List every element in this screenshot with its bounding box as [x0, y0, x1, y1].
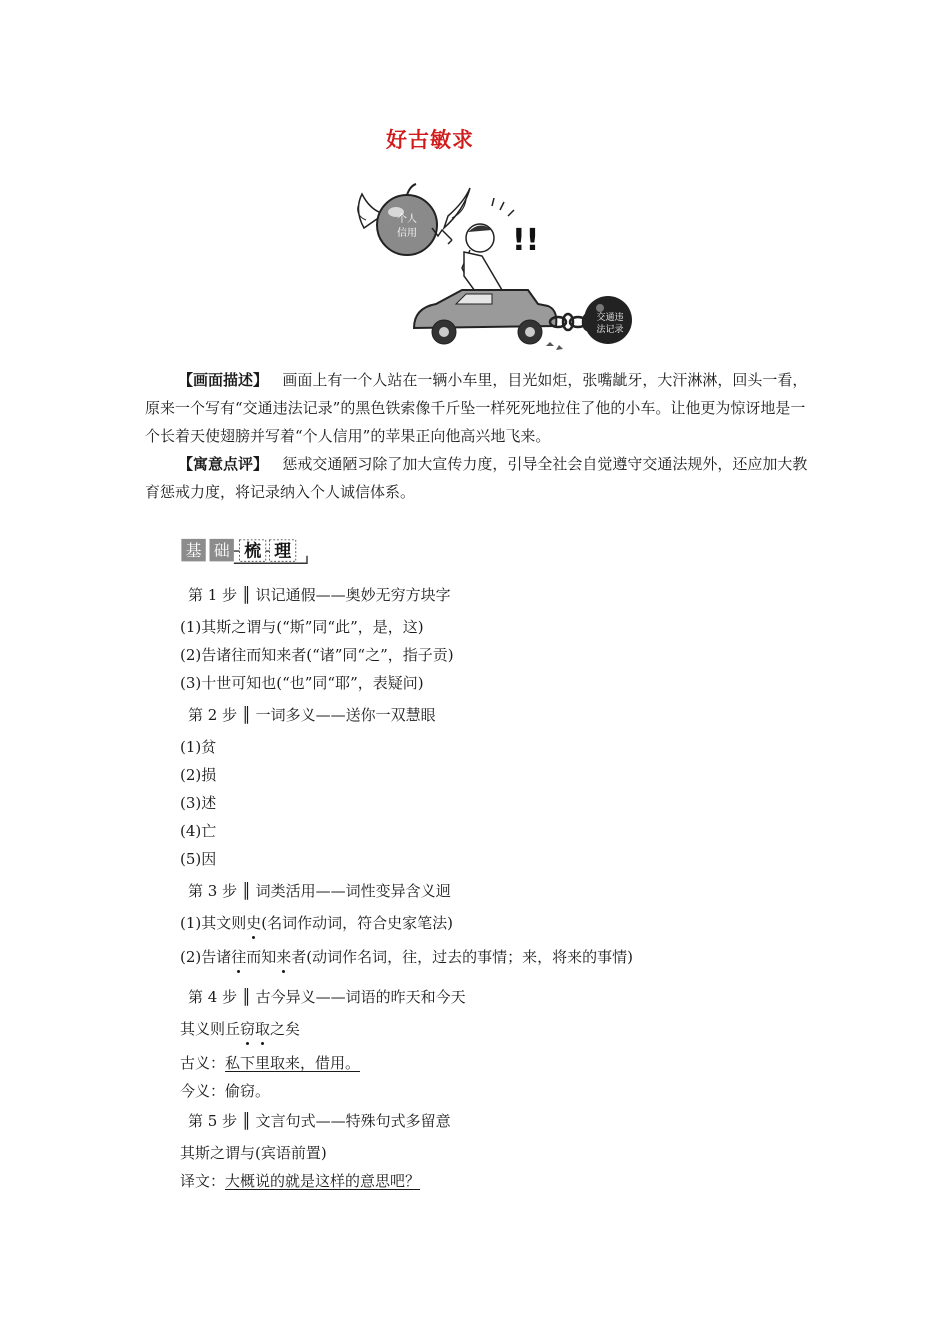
- step-2-heading: 第 2 步 ║ 一词多义——送你一双慧眼: [188, 706, 436, 724]
- step-4-jin-yi: 今义：偷窃。: [180, 1082, 271, 1100]
- iron-ball-icon: [584, 296, 632, 344]
- emphasis-dot-char: 取: [255, 1020, 271, 1038]
- section-header-jichu-shuli: [177, 537, 317, 567]
- svg-text:法记录: 法记录: [596, 325, 624, 335]
- jin-yi-answer: 偷窃。: [225, 1082, 271, 1100]
- car-figure: [414, 290, 556, 344]
- person-figure: [432, 198, 539, 298]
- svg-text:!!: !!: [512, 223, 540, 258]
- step-4-gu-yi: 古义：私下里取来，借用。: [180, 1054, 361, 1072]
- translation-answer: 大概说的就是这样的意思吧？: [225, 1172, 421, 1190]
- step-1-item-1: (1)其斯之谓与(“斯”同“此”，是，这): [180, 618, 424, 636]
- svg-text:梳: 梳: [244, 540, 262, 561]
- cartoon-illustration: [352, 180, 632, 360]
- step-3-heading: 第 3 步 ║ 词类活用——词性变异含义迥: [188, 882, 451, 900]
- step-2-item-2: (2)损: [180, 766, 217, 784]
- page-title: 好古敏求: [386, 127, 474, 152]
- step-5-translation: 译文：大概说的就是这样的意思吧？: [180, 1172, 421, 1190]
- description-tag: 【画面描述】: [178, 371, 269, 389]
- comment-paragraph: [145, 450, 813, 506]
- svg-text:个人: 个人: [397, 214, 417, 225]
- description-text: 画面上有一个人站在一辆小车里，目光如炬，张嘴龇牙，大汗淋淋，回头一看，原来一个写有“交通违法记录”的黑色铁索像千斤坠一样死死地拉住了他的小车。让他更为惊讶地是一个长着天使翅膀并写着“个人信用”的苹果正向他高兴地飞来。: [145, 371, 808, 445]
- svg-text:基: 基: [185, 540, 202, 560]
- step-2-item-3: (3)述: [180, 794, 217, 812]
- svg-text:础: 础: [213, 540, 230, 560]
- step-4-heading: 第 4 步 ║ 古今异义——词语的昨天和今天: [188, 988, 466, 1006]
- step-3-item-1: (1)其文则史(名词作动词，符合史家笔法): [180, 914, 453, 932]
- step-1-item-3: (3)十世可知也(“也”同“耶”，表疑问): [180, 674, 424, 692]
- description-paragraph: [145, 366, 813, 450]
- svg-text:信用: 信用: [397, 228, 417, 239]
- emphasis-dot-char: 史: [246, 914, 262, 932]
- step-1-heading: 第 1 步 ║ 识记通假——奥妙无穷方块字: [188, 586, 451, 604]
- step-5-heading: 第 5 步 ║ 文言句式——特殊句式多留意: [188, 1112, 451, 1130]
- emphasis-dot-char: 窃: [240, 1020, 256, 1038]
- comment-text: 惩戒交通陋习除了加大宣传力度，引导全社会自觉遵守交通法规外，还应加大教育惩戒力度，将记录纳入个人诚信体系。: [145, 455, 808, 501]
- comment-tag: 【寓意点评】: [178, 455, 269, 473]
- step-2-item-5: (5)因: [180, 850, 217, 868]
- step-2-item-4: (4)亡: [180, 822, 217, 840]
- gu-yi-answer: 私下里取来，借用。: [225, 1054, 361, 1072]
- svg-text:交通违: 交通违: [596, 313, 624, 323]
- winged-apple-icon: [358, 184, 470, 255]
- emphasis-dot-char: 往: [231, 948, 247, 966]
- step-3-item-2: (2)告诸往而知来者(动词作名词，往，过去的事情；来，将来的事情): [180, 948, 634, 966]
- svg-text:理: 理: [274, 540, 292, 561]
- emphasis-dot-char: 来: [276, 948, 292, 966]
- step-1-item-2: (2)告诸往而知来者(“诸”同“之”，指子贡): [180, 646, 454, 664]
- step-2-item-1: (1)贫: [180, 738, 217, 756]
- step-4-sentence: 其义则丘窃取之矣: [180, 1020, 301, 1038]
- step-5-sentence: 其斯之谓与(宾语前置): [180, 1144, 327, 1162]
